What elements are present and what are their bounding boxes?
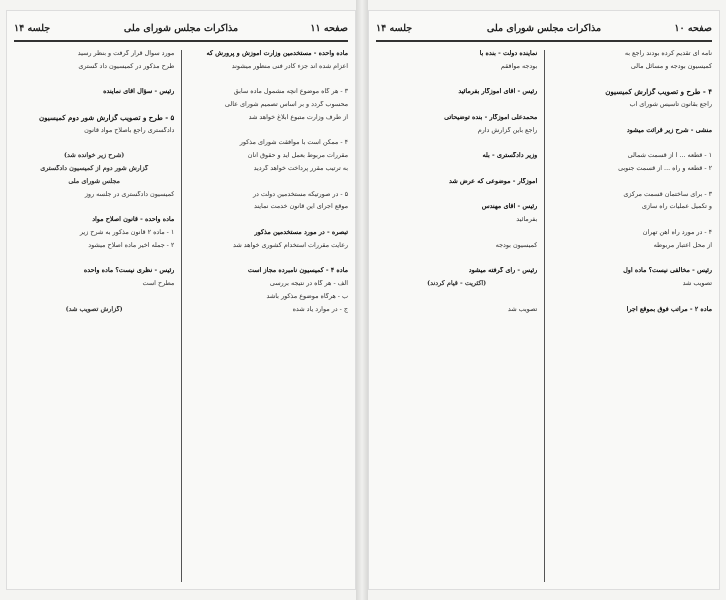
text-line — [376, 139, 537, 147]
text-line: (شرح زیر خوانده شد) — [63, 152, 125, 160]
text-line — [14, 203, 174, 211]
right-page-title: مذاکرات مجلس شورای ملی — [486, 23, 602, 34]
left-page-right-column — [188, 50, 348, 582]
right-page-header — [376, 18, 712, 42]
text-line: مقررات مربوط بعمل آید و حقوق آنان — [247, 152, 348, 160]
right-page — [368, 10, 720, 590]
text-line: ۳ - هر گاه موضوع آنچه مشمول ماده سابق — [233, 88, 348, 96]
right-page-right-column — [551, 50, 712, 582]
text-line: اعزام شده اند جزء کادر فنی منظور میشوند — [231, 62, 348, 70]
text-line: رئیس - نظری نیست؟ ماده واحده — [83, 267, 175, 275]
column-divider — [544, 50, 545, 582]
text-line: و تکمیل عملیات راه سازی — [641, 203, 712, 211]
text-line — [551, 76, 712, 84]
text-line: رئیس - سؤال آقای نماینده — [103, 88, 175, 96]
right-page-columns — [376, 50, 712, 582]
text-line: ۱ - قطعه ... ا از قسمت شمالی — [627, 152, 712, 160]
left-page-number: صفحه ۱۱ — [310, 23, 348, 34]
left-page-title: مذاکرات مجلس شورای ملی — [123, 23, 239, 34]
text-line — [188, 127, 348, 135]
text-line: ۳ - برای ساختمان قسمت مرکزی — [623, 190, 712, 198]
text-line: ۵ - طرح و تصویب گزارش شور دوم کمیسیون — [38, 113, 175, 122]
text-line: (گزارش تصویب شد) — [65, 305, 123, 313]
text-line: بودجه موافقم — [500, 62, 538, 70]
text-line: تصویب شد — [682, 280, 712, 288]
text-line: کمیسیون بودجه — [495, 241, 538, 249]
left-page-header — [14, 18, 348, 42]
right-page-number: صفحه ۱۰ — [674, 23, 712, 34]
text-line — [188, 216, 348, 224]
text-line: نماینده دولت - بنده با — [479, 50, 538, 57]
text-line: ب - هرگاه موضوع مذکور باشد — [266, 292, 348, 300]
text-line: مورد سوال قرار گرفت و بنظر رسید — [77, 50, 175, 57]
text-line: طرح مذکور در کمیسیون داد گستری — [78, 62, 175, 70]
text-line: ماده ۲ - مراتب فوق بموقع اجرا — [626, 305, 712, 313]
text-line: رئیس - رای گرفته میشود — [468, 267, 538, 275]
text-line: ۲ - جمله اخیر ماده اصلاح میشود — [88, 241, 175, 249]
right-page-session: جلسه ۱۴ — [376, 23, 413, 34]
text-line — [14, 139, 174, 147]
text-line: آموزگار - موضوعی که عرض شد — [448, 177, 538, 185]
text-line: از محل اعتبار مربوطه — [653, 241, 712, 249]
text-line — [14, 255, 174, 263]
text-line — [551, 255, 712, 263]
text-line: رئیس - مخالفی نیست؟ ماده اول — [623, 267, 712, 275]
text-line — [376, 293, 537, 301]
text-line: موقع اجرای این قانون خدمت نمایند — [253, 203, 348, 211]
text-line: ماده ۴ - کمیسیون نامبرده مجاز است — [247, 267, 348, 275]
text-line: ۴ - در مورد راه آهن تهران — [642, 228, 712, 236]
left-page — [6, 10, 356, 590]
text-line — [14, 293, 174, 301]
text-line: راجع بقانون تاسیس شورای آب — [629, 101, 712, 109]
text-line — [551, 293, 712, 301]
right-page-left-column — [376, 50, 537, 582]
text-line — [14, 101, 174, 109]
text-line — [551, 114, 712, 122]
text-line — [551, 216, 712, 224]
text-line: دادگستری راجع باصلاح مواد قانون — [84, 126, 175, 134]
text-line — [376, 191, 537, 199]
text-line: ماده واحده - مستخدمین وزارت آموزش و پرورش که — [206, 50, 348, 57]
text-line — [188, 76, 348, 84]
text-line — [551, 178, 712, 186]
left-page-left-column — [14, 50, 174, 582]
text-line: کمیسیون دادگستری در جلسه روز — [84, 190, 175, 198]
text-line — [188, 178, 348, 186]
column-divider — [181, 50, 182, 582]
text-line: از طرف وزارت متبوع ابلاغ خواهد شد — [248, 113, 348, 121]
text-line: به ترتیب مقرر پرداخت خواهد گردید — [253, 165, 348, 173]
text-line: منشی - شرح زیر قرائت میشود — [626, 126, 712, 134]
left-page-columns — [14, 50, 348, 582]
text-line: ج - در موارد یاد شده — [292, 305, 348, 313]
text-line — [376, 165, 537, 173]
text-line: محسوب گردد و بر اساس تصمیم شورای عالی — [224, 101, 348, 109]
book-gutter — [356, 0, 368, 600]
text-line: ۲ - قطعه و راه ... از قسمت جنوبی — [618, 165, 712, 173]
text-line: نامه ای تقدیم کرده بودند راجع به — [624, 50, 712, 57]
text-line — [376, 101, 537, 109]
text-line: ۴ - ممکن است با موافقت شورای مذکور — [239, 139, 348, 147]
text-line: مطرح است — [142, 280, 175, 288]
text-line — [376, 255, 537, 263]
text-line: الف - هر گاه در نتیجه بررسی — [269, 280, 348, 288]
text-line — [188, 255, 348, 263]
text-line: مجلس شورای ملی — [68, 177, 120, 185]
text-line: (اکثریت - قیام کردند) — [427, 280, 487, 288]
text-line — [14, 76, 174, 84]
text-line: ماده واحده - قانون اصلاح مواد — [92, 216, 175, 224]
text-line — [551, 139, 712, 147]
text-line: ۱ - ماده ۲ قانون مذکور به شرح زیر — [79, 228, 175, 236]
text-line: تصویب شد — [507, 305, 538, 313]
text-line: ۵ - در صورتیکه مستخدمین دولت در — [252, 190, 348, 198]
left-page-session: جلسه ۱۴ — [14, 23, 51, 34]
text-line: محمدعلی آموزگار - بنده توضیحاتی — [444, 113, 538, 121]
text-line: بفرمائید — [516, 216, 538, 224]
text-line — [376, 229, 537, 237]
text-line: گزارش شور دوم از کمیسیون دادگستری — [40, 165, 149, 173]
text-line: تبصره - در مورد مستخدمین مذکور — [254, 228, 348, 236]
text-line: کمیسیون بودجه و مسائل مالی — [630, 62, 712, 70]
text-line: ۴ - طرح و تصویب گزارش کمیسیون — [605, 88, 712, 96]
text-line: رعایت مقررات استخدام کشوری خواهد شد — [233, 241, 348, 249]
text-line: راجع باین گزارش دارم — [477, 126, 538, 134]
text-line: رئیس - آقای مهندس — [481, 203, 538, 211]
text-line: رئیس - آقای آموزگار بفرمائید — [458, 88, 538, 96]
text-line — [376, 76, 537, 84]
text-line: وزیر دادگستری - بله — [482, 152, 538, 160]
